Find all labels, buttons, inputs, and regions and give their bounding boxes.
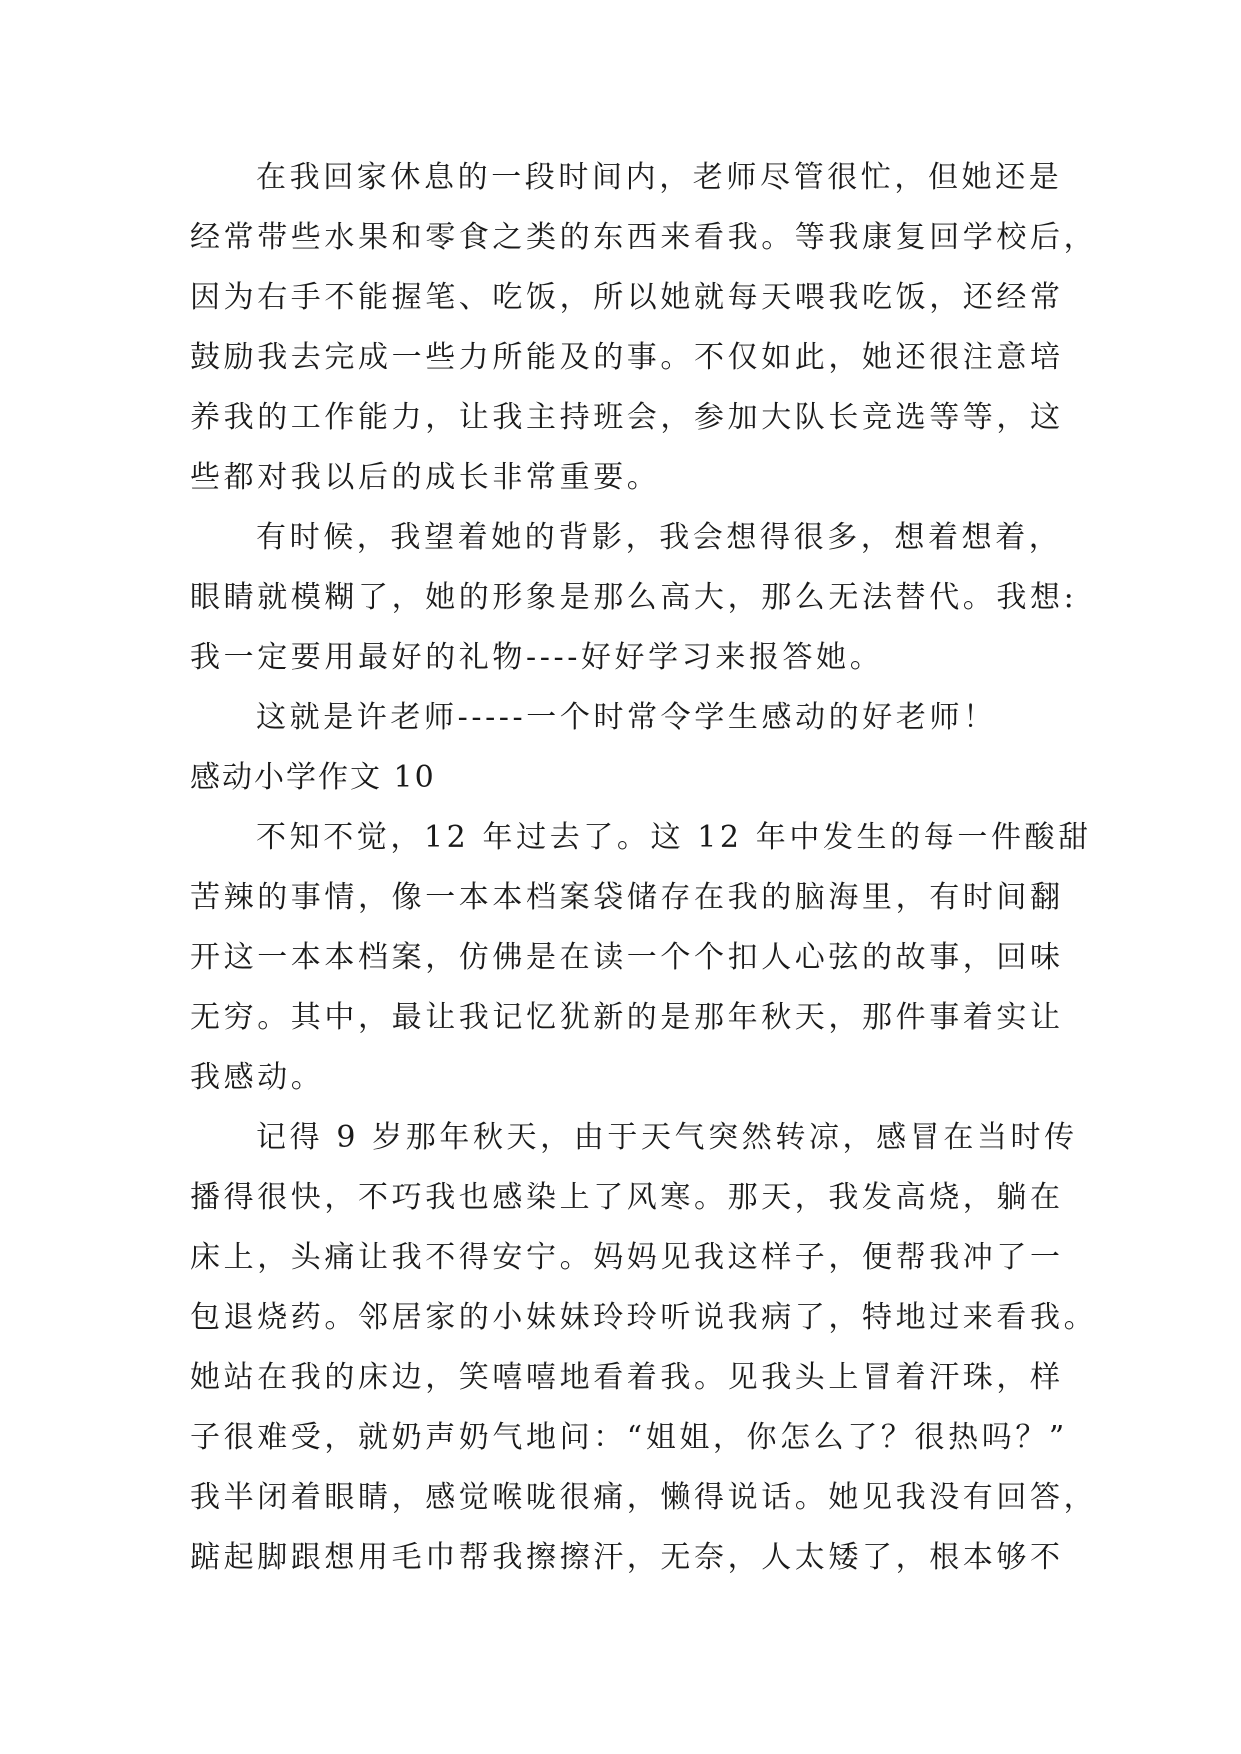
paragraph-line: 苦辣的事情，像一本本档案袋储存在我的脑海里，有时间翻 bbox=[190, 880, 1064, 915]
paragraph-line: 在我回家休息的一段时间内，老师尽管很忙，但她还是 bbox=[256, 160, 1063, 195]
paragraph-line: 有时候，我望着她的背影，我会想得很多，想着想着， bbox=[256, 520, 1063, 555]
paragraph-line: 踮起脚跟想用毛巾帮我擦擦汗，无奈，人太矮了，根本够不 bbox=[190, 1540, 1064, 1575]
paragraph-line: 她站在我的床边，笑嘻嘻地看着我。见我头上冒着汗珠，样 bbox=[190, 1360, 1064, 1395]
section-heading: 感动小学作文 10 bbox=[190, 760, 436, 795]
document-page bbox=[190, 148, 1098, 1588]
paragraph-line: 我一定要用最好的礼物----好好学习来报答她。 bbox=[190, 640, 884, 675]
paragraph-line: 床上，头痛让我不得安宁。妈妈见我这样子，便帮我冲了一 bbox=[190, 1240, 1064, 1275]
paragraph-line: 我感动。 bbox=[190, 1060, 325, 1095]
paragraph-line: 鼓励我去完成一些力所能及的事。不仅如此，她还很注意培 bbox=[190, 340, 1064, 375]
paragraph-line: 子很难受，就奶声奶气地问：“姐姐，你怎么了？很热吗？” bbox=[190, 1420, 1068, 1455]
paragraph-line: 包退烧药。邻居家的小妹妹玲玲听说我病了，特地过来看我。 bbox=[190, 1300, 1098, 1335]
paragraph-line: 眼睛就模糊了，她的形象是那么高大，那么无法替代。我想: bbox=[190, 580, 1078, 615]
paragraph-line: 经常带些水果和零食之类的东西来看我。等我康复回学校后， bbox=[190, 220, 1098, 255]
paragraph-line: 开这一本本档案，仿佛是在读一个个扣人心弦的故事，回味 bbox=[190, 940, 1064, 975]
paragraph-line: 记得 9 岁那年秋天，由于天气突然转凉，感冒在当时传 bbox=[256, 1120, 1078, 1155]
paragraph-line: 我半闭着眼睛，感觉喉咙很痛，懒得说话。她见我没有回答， bbox=[190, 1480, 1098, 1515]
paragraph-line: 养我的工作能力，让我主持班会，参加大队长竞选等等，这 bbox=[190, 400, 1064, 435]
paragraph-line: 这就是许老师-----一个时常令学生感动的好老师！ bbox=[256, 700, 997, 735]
paragraph-line: 播得很快，不巧我也感染上了风寒。那天，我发高烧，躺在 bbox=[190, 1180, 1064, 1215]
paragraph-line: 不知不觉，12 年过去了。这 12 年中发生的每一件酸甜 bbox=[256, 820, 1092, 855]
paragraph-line: 因为右手不能握笔、吃饭，所以她就每天喂我吃饭，还经常 bbox=[190, 280, 1064, 315]
paragraph-line: 些都对我以后的成长非常重要。 bbox=[190, 460, 661, 495]
paragraph-line: 无穷。其中，最让我记忆犹新的是那年秋天，那件事着实让 bbox=[190, 1000, 1064, 1035]
